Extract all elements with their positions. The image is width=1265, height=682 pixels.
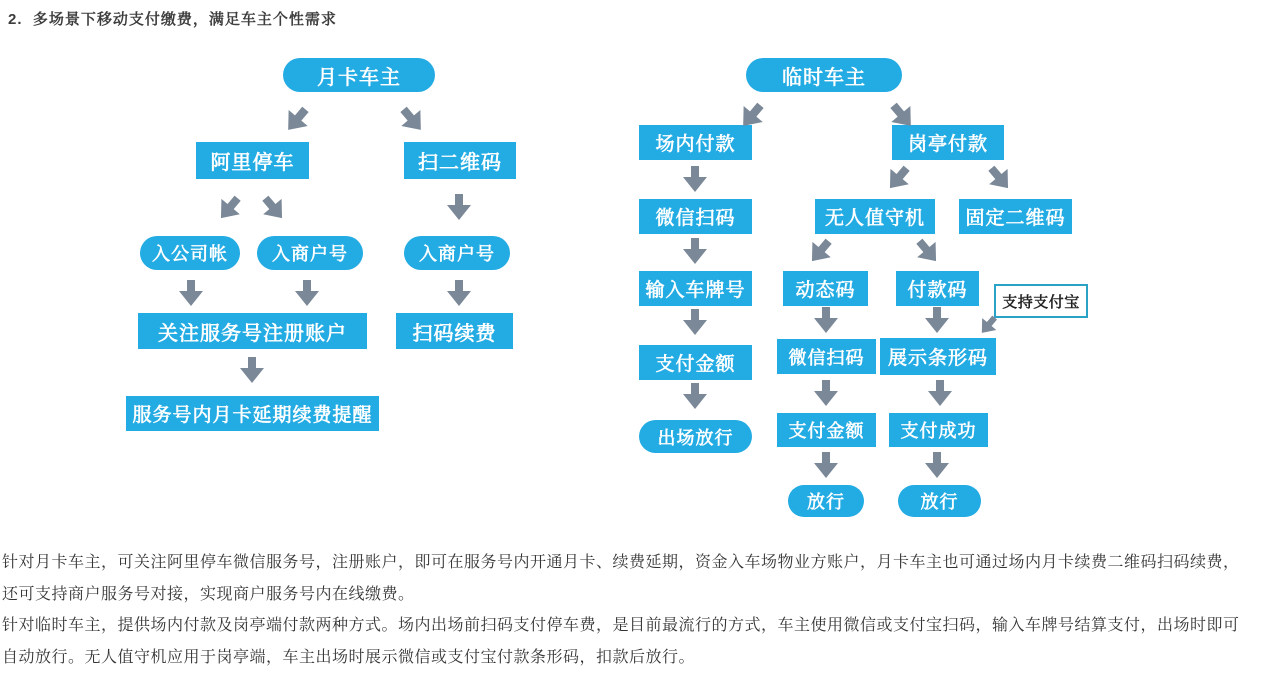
node-show-barcode: 展示条形码 xyxy=(880,338,996,375)
node-temporary-owner: 临时车主 xyxy=(746,58,902,92)
arrow-down-icon xyxy=(924,452,950,479)
arrow-down-right-icon xyxy=(393,101,432,140)
node-booth-pay: 岗亭付款 xyxy=(892,125,1004,160)
arrow-down-left-icon xyxy=(277,101,316,140)
arrow-down-right-icon xyxy=(981,160,1018,197)
arrow-down-icon xyxy=(178,280,204,307)
node-ali-parking: 阿里停车 xyxy=(196,142,309,179)
arrow-down-icon xyxy=(294,280,320,307)
arrow-down-icon xyxy=(446,194,472,221)
node-wechat-scan-infield: 微信扫码 xyxy=(639,199,752,234)
node-wechat-scan-booth: 微信扫码 xyxy=(777,339,876,374)
callout-alipay-support: 支持支付宝 xyxy=(994,284,1088,318)
arrow-down-icon xyxy=(813,307,839,334)
node-follow-service-register: 关注服务号注册账户 xyxy=(138,313,367,349)
node-release-left: 放行 xyxy=(788,485,864,517)
node-scan-qr: 扫二维码 xyxy=(404,142,516,179)
page-title: 2. 多场景下移动支付缴费，满足车主个性需求 xyxy=(8,11,337,28)
node-unmanned-machine: 无人值守机 xyxy=(815,199,935,234)
node-merchant-account-left: 入商户号 xyxy=(257,236,363,270)
description-text xyxy=(2,547,1250,673)
node-pay-success: 支付成功 xyxy=(889,413,988,447)
node-monthly-owner: 月卡车主 xyxy=(283,58,435,92)
node-renewal-reminder: 服务号内月卡延期续费提醒 xyxy=(126,396,379,431)
arrow-down-left-icon xyxy=(801,233,838,270)
node-merchant-account-right: 入商户号 xyxy=(404,236,510,270)
arrow-down-icon xyxy=(924,307,950,334)
node-dynamic-code: 动态码 xyxy=(783,271,868,306)
node-pay-amount-booth: 支付金额 xyxy=(777,413,876,447)
node-pay-amount-infield: 支付金额 xyxy=(639,345,752,380)
arrow-down-icon xyxy=(682,238,708,265)
arrow-down-icon xyxy=(813,380,839,407)
arrow-down-icon xyxy=(239,357,265,384)
node-exit-release: 出场放行 xyxy=(639,420,752,453)
node-enter-plate: 输入车牌号 xyxy=(639,271,752,306)
node-pay-code: 付款码 xyxy=(896,271,979,306)
node-release-right: 放行 xyxy=(898,485,981,517)
arrow-down-icon xyxy=(682,166,708,193)
arrow-down-icon xyxy=(682,309,708,336)
paragraph-temporary-owner: 针对临时车主，提供场内付款及岗亭端付款两种方式。场内出场前扫码支付停车费，是目前最流行的方式，车主使用微信或支付宝扫码，输入车牌号结算支付，出场时即可自动放行。无人值守机应用于岗亭端，车主出场时展示微信或支付宝付款条形码，扣款后放行。 xyxy=(2,617,1240,666)
node-fixed-qr: 固定二维码 xyxy=(959,199,1072,234)
arrow-down-icon xyxy=(813,452,839,479)
arrow-down-left-icon xyxy=(879,160,916,197)
node-company-account: 入公司帐 xyxy=(140,236,240,270)
arrow-down-right-icon xyxy=(255,190,292,227)
arrow-down-icon xyxy=(682,383,708,410)
arrow-down-icon xyxy=(927,380,953,407)
node-scan-renew: 扫码续费 xyxy=(396,313,513,349)
arrow-down-icon xyxy=(446,280,472,307)
node-infield-pay: 场内付款 xyxy=(639,125,752,160)
paragraph-monthly-owner: 针对月卡车主，可关注阿里停车微信服务号，注册账户，即可在服务号内开通月卡、续费延期，资金入车场物业方账户，月卡车主也可通过场内月卡续费二维码扫码续费，还可支持商户服务号对接，实现商户服务号内在线缴费。 xyxy=(2,554,1240,603)
arrow-down-right-icon xyxy=(909,233,946,270)
arrow-down-left-icon xyxy=(210,190,247,227)
